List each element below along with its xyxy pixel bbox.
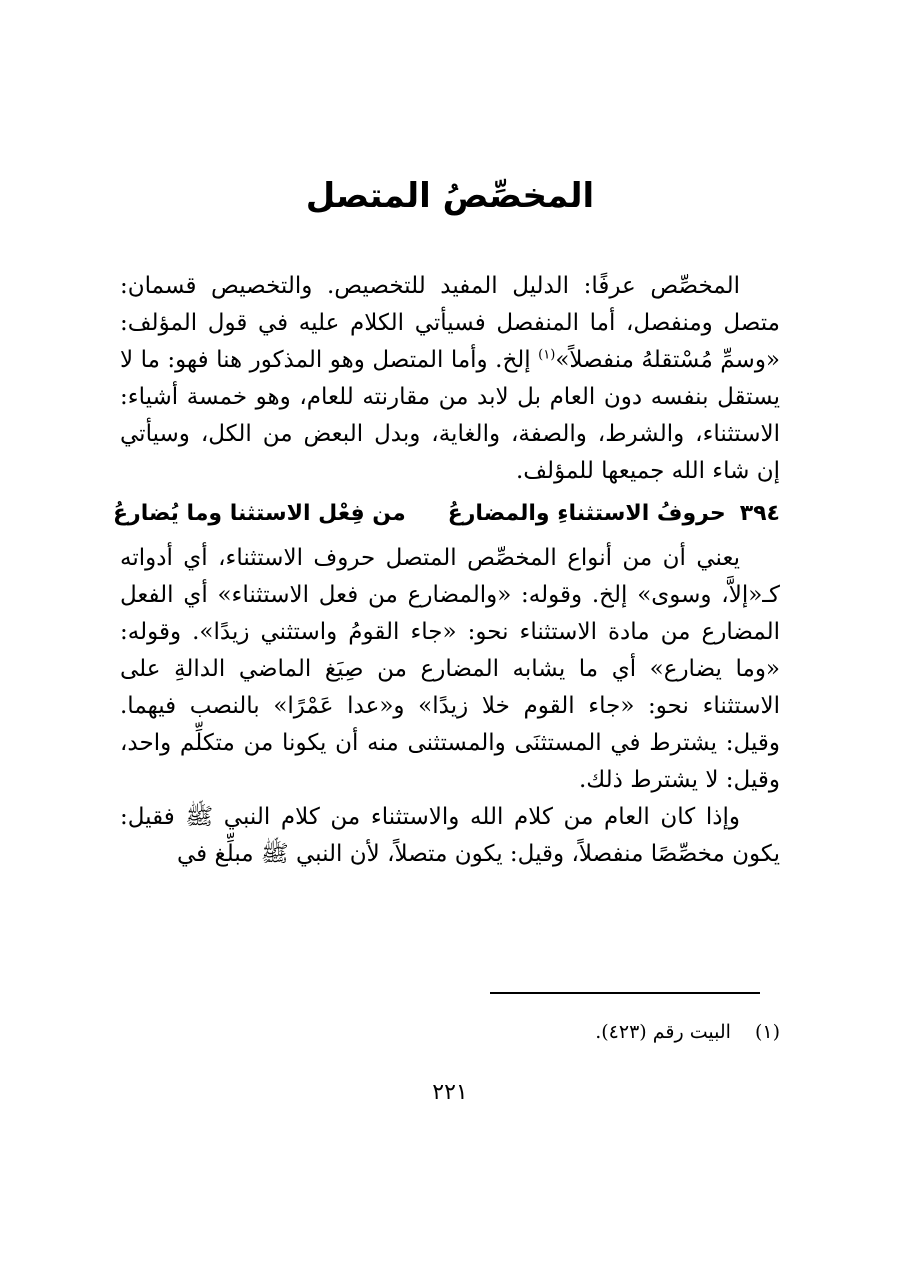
verse-first-half: حروفُ الاستثناءِ والمضارعُ: [447, 501, 726, 526]
footnote-reference[interactable]: (١): [538, 347, 556, 363]
footnote-text: البيت رقم (٤٢٣).: [595, 1021, 731, 1043]
paragraph-prophet-exception: وإذا كان العام من كلام الله والاستثناء من كلام النبي ﷺ فقيل: يكون مخصِّصًا منفصلاً، وقيل: يكون متصلاً، لأن النبي ﷺ مبلِّغ في: [120, 804, 780, 867]
verse-line: [113, 492, 780, 536]
paragraph-explanation: يعني أن من أنواع المخصِّص المتصل حروف الاستثناء، أي أدواته كـ«إلاَّ، وسوى» إلخ. وقوله: «والمضارع من فعل الاستثناء» أي الفعل المضارع من مادة الاستثناء نحو: «جاء القومُ واستثني زيدًا». وقوله: «وما يضارع» أي ما يشابه المضارع من صِيَغ الماضي الدالةِ على الاستثناء نحو: «جاء القوم خلا زيدًا» و«عدا عَمْرًا» بالنصب فيهما. وقيل: يشترط في المستثنَى والمستثنى منه أن يكونا من متكلِّم واحد، وقيل: لا يشترط ذلك.: [120, 545, 780, 793]
footnote: [595, 1018, 780, 1046]
footnote-number: (١): [754, 1021, 780, 1043]
main-text: [113, 268, 780, 873]
footnote-divider: [490, 992, 760, 994]
page-number: ٢٢١: [432, 1080, 468, 1105]
paragraph-definition-part-1: المخصِّص عرفًا: الدليل المفيد للتخصيص. والتخصيص قسمان: متصل ومنفصل، أما المنفصل فسيأتي الكلام عليه في قول المؤلف: «وسمِّ مُسْتقلهُ منفصلاً»: [120, 273, 780, 373]
paragraph-definition: [120, 268, 780, 490]
verse-second-half: من فِعْل الاستثنا وما يُضارعُ: [113, 501, 406, 526]
verse-number: ٣٩٤: [739, 501, 780, 526]
paragraph-definition-part-2: إلخ. وأما المتصل وهو المذكور هنا فهو: ما لا يستقل بنفسه دون العام بل لابد من مقارنته للعام، وهو خمسة أشياء: الاستثناء، والشرط، والصفة، والغاية، وبدل البعض من الكل، وسيأتي إن شاء الله جميعها للمؤلف.: [120, 347, 780, 484]
chapter-title: المخصِّصُ المتصل: [305, 176, 595, 216]
